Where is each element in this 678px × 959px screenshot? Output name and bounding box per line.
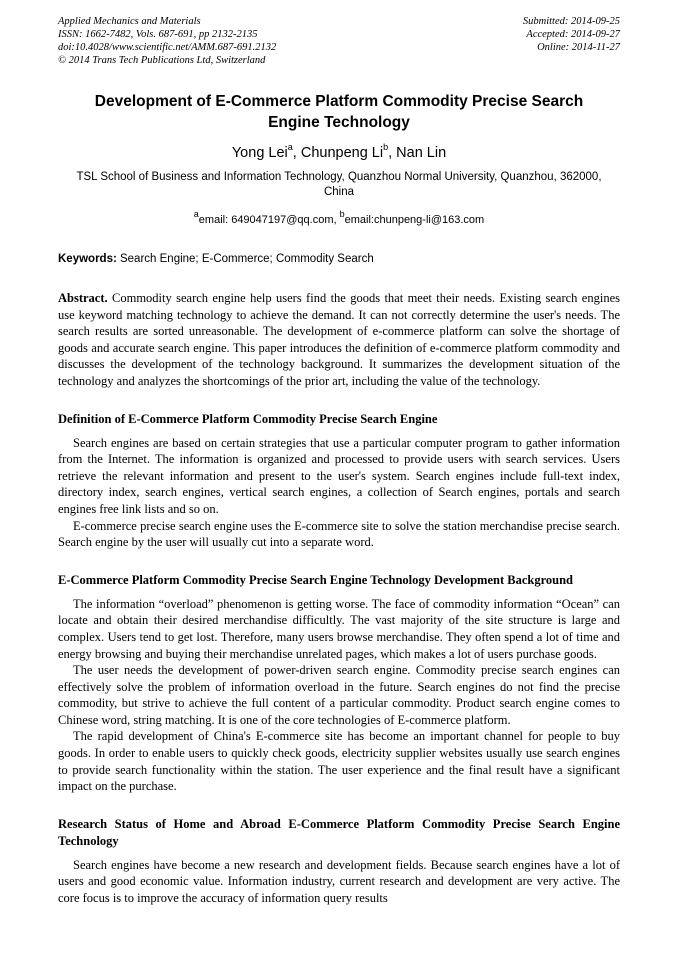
author-separator: , <box>292 145 301 161</box>
copyright-line: © 2014 Trans Tech Publications Ltd, Switzerland <box>58 55 266 66</box>
doi-line: doi:10.4028/www.scientific.net/AMM.687-691.2132 <box>58 42 277 53</box>
paragraph: Search engines have become a new research and development fields. Because search engines have a lot of users and good economic value. Information industry, current research and development are very active. The core focus is to improve the accuracy of information query results <box>58 857 620 906</box>
paper-title: Development of E-Commerce Platform Commodity Precise Search Engine Technology <box>94 93 584 131</box>
accepted-date: Accepted: 2014-09-27 <box>526 29 620 40</box>
keywords-line <box>58 252 620 267</box>
email-line <box>58 209 620 227</box>
author-separator: , <box>388 145 397 161</box>
section-background <box>58 572 620 795</box>
email-affil-mark: b <box>339 209 345 220</box>
section-research-status <box>58 816 620 907</box>
paragraph: E-commerce precise search engine uses the E-commerce site to solve the station merchandise precise search. Search engine by the user will usually cut into a separate word. <box>58 518 620 550</box>
paper-content <box>58 0 620 907</box>
submission-info <box>523 15 620 67</box>
submitted-date: Submitted: 2014-09-25 <box>522 16 620 27</box>
authors-line <box>58 144 620 162</box>
keywords-label: Keywords: <box>58 253 117 265</box>
section-heading: Research Status of Home and Abroad E-Commerce Platform Commodity Precise Search Engine Technology <box>58 816 620 848</box>
section-definition <box>58 411 620 551</box>
abstract-paragraph <box>58 290 620 390</box>
issn-line: ISSN: 1662-7482, Vols. 687-691, pp 2132-2135 <box>58 29 258 40</box>
abstract-text: Commodity search engine help users find the goods that meet their needs. Existing search engines use keyword matching technology to achieve the demand. It can not correctly determine the user's needs. The search results are sorted unreasonable. The development of e-commerce platform can solve the shortage of goods and accurate search engine. This paper introduces the definition of e-commerce platform commodity and discusses the development of the technology background. It summarizes the development situation of the technology and analyzes the shortcomings of the prior art, including the value of the technology. <box>58 291 620 388</box>
paragraph: The information “overload” phenomenon is getting worse. The face of commodity information “Ocean” can locate and obtain their desired merchandise difficultly. The vast majority of the site structure is large and complex. Users tend to get lost. Therefore, many users browse merchandise. They often spend a lot of time and energy browsing and buying their merchandise unrelated pages, which makes a lot of users purchase goods. <box>58 596 620 661</box>
email-address: email: 649047197@qq.com, <box>198 214 340 226</box>
email-affil-mark: a <box>193 209 199 220</box>
online-date: Online: 2014-11-27 <box>537 42 620 53</box>
author-name: Chunpeng Li <box>300 145 384 161</box>
author-affil-mark: b <box>383 142 389 153</box>
journal-header <box>58 0 620 67</box>
author-affil-mark: a <box>287 142 293 153</box>
affiliation: TSL School of Business and Information Technology, Quanzhou Normal University, Quanzhou, 362000, China <box>76 171 602 198</box>
author-name: Yong Lei <box>231 145 288 161</box>
author-name: Nan Lin <box>396 145 447 161</box>
email-address: email:chunpeng-li@163.com <box>344 214 485 226</box>
paragraph: The user needs the development of power-driven search engine. Commodity precise search engines can effectively solve the problem of information overload in the future. Search engines do not find the precise commodity, but strive to achieve the full content of a particular commodity. Product search engine comes to Chinese word, string matching. It is one of the core technologies of E-commerce platform. <box>58 663 620 727</box>
paragraph: Search engines are based on certain strategies that use a particular computer program to gather information from the Internet. The information is organized and processed to provide users with search services. Users retrieve the relevant information and present to the user's system. Search engines include full-text index, directory index, search engines, vertical search engines, a collection of Search engines, portals and search engines free link lists and so on. <box>58 435 620 516</box>
section-heading: Definition of E-Commerce Platform Commodity Precise Search Engine <box>58 411 438 426</box>
journal-info <box>58 15 276 67</box>
journal-title: Applied Mechanics and Materials <box>58 16 201 27</box>
paragraph: The rapid development of China's E-commerce site has become an important channel for people to buy goods. In order to enable users to quickly check goods, electricity supplier websites usually use search engines to provide search functionality within the station. The user experience and the final result have a significant impact on the purchase. <box>58 729 620 794</box>
section-heading: E-Commerce Platform Commodity Precise Search Engine Technology Development Background <box>58 572 574 587</box>
keywords-text: Search Engine; E-Commerce; Commodity Search <box>116 253 374 265</box>
abstract-label: Abstract. <box>58 291 108 305</box>
